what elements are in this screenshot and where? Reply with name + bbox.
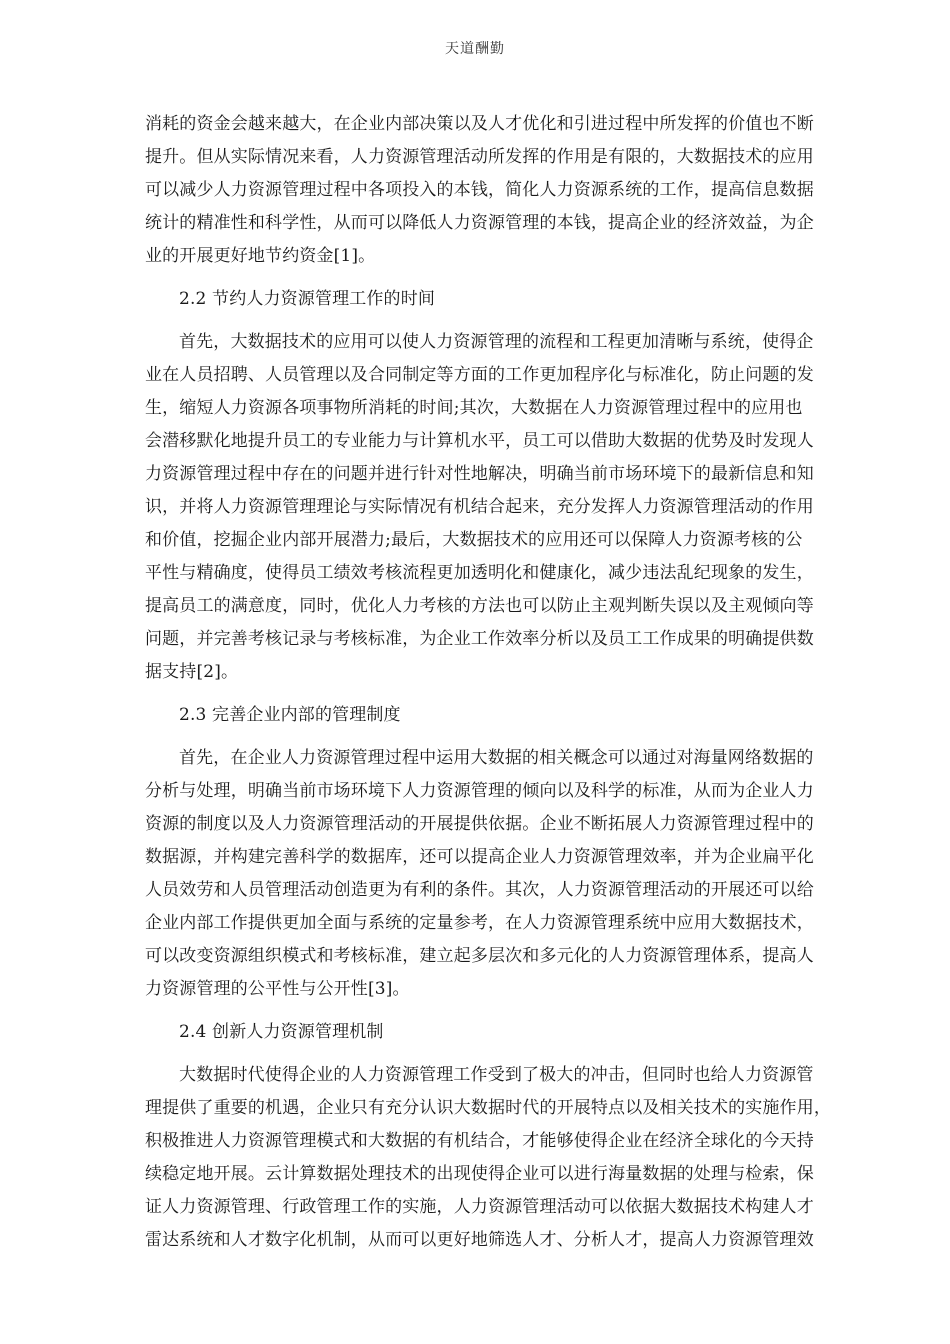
paragraph-line: 首先，在企业人力资源管理过程中运用大数据的相关概念可以通过对海量网络数据的 [179, 748, 814, 768]
paragraph-line: 据支持[2]。 [145, 662, 239, 682]
heading-text: 2.3 完善企业内部的管理制度 [179, 705, 401, 725]
document-body [145, 108, 831, 1257]
section-heading [145, 1016, 805, 1049]
paragraph [145, 1059, 831, 1257]
paragraph-line: 统计的精准性和科学性，从而可以降低人力资源管理的本钱，提高企业的经济效益，为企 [145, 213, 814, 233]
paragraph-line: 数据源，并构建完善科学的数据库，还可以提高企业人力资源管理效率，并为企业扁平化 [145, 847, 814, 867]
paragraph-line: 业在人员招聘、人员管理以及合同制定等方面的工作更加程序化与标准化，防止问题的发 [145, 365, 814, 385]
paragraph [145, 742, 814, 1006]
paragraph-line: 和价值，挖掘企业内部开展潜力;最后，大数据技术的应用还可以保障人力资源考核的公 [145, 530, 803, 550]
paragraph-line: 资源的制度以及人力资源管理活动的开展提供依据。企业不断拓展人力资源管理过程中的 [145, 814, 814, 834]
page-header: 天道酬勤 [445, 41, 505, 57]
paragraph-line: 业的开展更好地节约资金[1]。 [145, 246, 376, 266]
paragraph-line: 人员效劳和人员管理活动创造更为有利的条件。其次，人力资源管理活动的开展还可以给 [145, 880, 814, 900]
paragraph-line: 力资源管理过程中存在的问题并进行针对性地解决，明确当前市场环境下的最新信息和知 [145, 464, 814, 484]
paragraph [145, 326, 814, 689]
section-heading [145, 699, 805, 732]
paragraph-line: 识，并将人力资源管理理论与实际情况有机结合起来，充分发挥人力资源管理活动的作用 [145, 497, 814, 517]
paragraph-line: 可以减少人力资源管理过程中各项投入的本钱，简化人力资源系统的工作，提高信息数据 [145, 180, 814, 200]
paragraph-line: 力资源管理的公平性与公开性[3]。 [145, 979, 410, 999]
paragraph-line: 续稳定地开展。云计算数据处理技术的出现使得企业可以进行海量数据的处理与检索，保 [145, 1164, 814, 1184]
paragraph-line: 可以改变资源组织模式和考核标准，建立起多层次和多元化的人力资源管理体系，提高人 [145, 946, 814, 966]
section-heading [145, 283, 805, 316]
paragraph-line: 生，缩短人力资源各项事物所消耗的时间;其次，大数据在人力资源管理过程中的应用也 [145, 398, 803, 418]
paragraph-line: 提高员工的满意度，同时，优化人力考核的方法也可以防止主观判断失误以及主观倾向等 [145, 596, 814, 616]
paragraph-line: 积极推进人力资源管理模式和大数据的有机结合，才能够使得企业在经济全球化的今天持 [145, 1131, 814, 1151]
paragraph-line: 会潜移默化地提升员工的专业能力与计算机水平，员工可以借助大数据的优势及时发现人 [145, 431, 814, 451]
paragraph-line: 企业内部工作提供更加全面与系统的定量参考，在人力资源管理系统中应用大数据技术， [145, 913, 814, 933]
paragraph-line: 证人力资源管理、行政管理工作的实施，人力资源管理活动可以依据大数据技术构建人才 [145, 1197, 814, 1217]
paragraph-line: 分析与处理，明确当前市场环境下人力资源管理的倾向以及科学的标准，从而为企业人力 [145, 781, 814, 801]
paragraph [145, 108, 814, 273]
paragraph-line: 雷达系统和人才数字化机制，从而可以更好地筛选人才、分析人才，提高人力资源管理效 [145, 1230, 814, 1250]
paragraph-line: 平性与精确度，使得员工绩效考核流程更加透明化和健康化，减少违法乱纪现象的发生， [145, 563, 814, 583]
paragraph-line: 提升。但从实际情况来看，人力资源管理活动所发挥的作用是有限的，大数据技术的应用 [145, 147, 814, 167]
paragraph-line: 消耗的资金会越来越大，在企业内部决策以及人才优化和引进过程中所发挥的价值也不断 [145, 114, 814, 134]
paragraph-line: 首先，大数据技术的应用可以使人力资源管理的流程和工程更加清晰与系统，使得企 [179, 332, 814, 352]
heading-text: 2.2 节约人力资源管理工作的时间 [179, 289, 435, 309]
heading-text: 2.4 创新人力资源管理机制 [179, 1022, 384, 1042]
paragraph-line: 大数据时代使得企业的人力资源管理工作受到了极大的冲击，但同时也给人力资源管 [179, 1065, 814, 1085]
paragraph-line: 理提供了重要的机遇，企业只有充分认识大数据时代的开展特点以及相关技术的实施作用， [145, 1098, 831, 1118]
paragraph-line: 问题，并完善考核记录与考核标准，为企业工作效率分析以及员工工作成果的明确提供数 [145, 629, 814, 649]
